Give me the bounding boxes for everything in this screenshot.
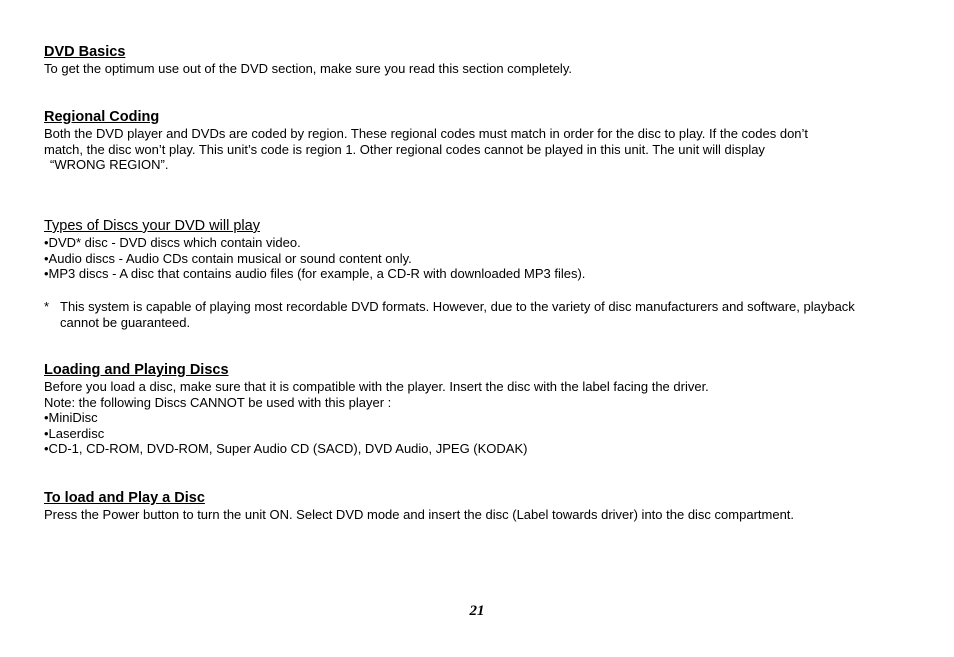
heading-load-and-play: To load and Play a Disc [44, 490, 205, 506]
text-regional-line-1: Both the DVD player and DVDs are coded by region. These regional codes must match in order for the disc to play. If the codes don’t [44, 126, 809, 141]
page-number: 21 [469, 603, 485, 619]
heading-dvd-basics: DVD Basics [44, 44, 126, 60]
list-item: •Audio discs - Audio CDs contain musical or sound content only. [44, 250, 412, 266]
note-text-1: This system is capable of playing most recordable DVD formats. However, due to the variety of disc manufacturers and software, playback [60, 299, 855, 314]
list-item: •CD-1, CD-ROM, DVD-ROM, Super Audio CD (SACD), DVD Audio, JPEG (KODAK) [44, 441, 528, 457]
section-types-of-discs [44, 218, 934, 282]
list-item: •MiniDisc [44, 410, 98, 426]
section-regional-coding [44, 109, 934, 173]
list-item: •Laserdisc [44, 425, 105, 441]
section-compatibility-note [44, 299, 944, 330]
text-loading-line-1: Before you load a disc, make sure that it is compatible with the player. Insert the disc with the label facing the driver. [44, 379, 709, 394]
section-loading-playing [44, 362, 934, 457]
list-item: •DVD* disc - DVD discs which contain video. [44, 235, 301, 250]
note-line-1 [44, 299, 944, 315]
note-asterisk: * [44, 299, 50, 314]
text-load-and-play: Press the Power button to turn the unit ON. Select DVD mode and insert the disc (Label towards driver) into the disc compartment. [44, 507, 795, 522]
list-item: •MP3 discs - A disc that contains audio files (for example, a CD-R with downloaded MP3 files). [44, 266, 586, 282]
text-regional-line-3: “WRONG REGION”. [50, 157, 169, 173]
section-load-and-play [44, 490, 934, 523]
text-regional-line-2: match, the disc won’t play. This unit’s code is region 1. Other regional codes cannot be played in this unit. The unit will display [44, 141, 765, 157]
heading-regional-coding: Regional Coding [44, 109, 160, 125]
text-loading-line-2: Note: the following Discs CANNOT be used with this player : [44, 394, 392, 410]
note-line-2: cannot be guaranteed. [60, 314, 191, 330]
text-dvd-basics: To get the optimum use out of the DVD section, make sure you read this section completely. [44, 61, 572, 76]
heading-loading-playing: Loading and Playing Discs [44, 362, 229, 378]
heading-types-of-discs: Types of Discs your DVD will play [44, 218, 260, 234]
section-dvd-basics [44, 44, 934, 77]
